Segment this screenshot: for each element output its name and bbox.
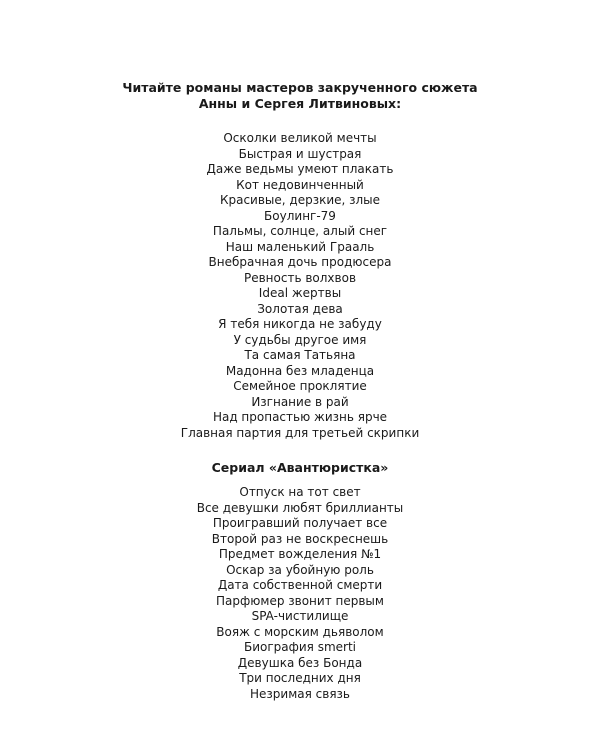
novel-title: Кот недовинченный (236, 177, 364, 192)
novel-title: Над пропастью жизнь ярче (212, 410, 388, 424)
series-heading: Сериал «Авантюристка» (211, 460, 389, 475)
novels-list (0, 131, 600, 441)
series-book-title: Все девушки любят бриллианты (196, 500, 404, 515)
novel-title: Изгнание в рай (251, 394, 349, 409)
series-book-title: SPA-чистилище (251, 609, 349, 623)
novel-title: Мадонна без младенца (225, 363, 375, 378)
series-book-title: Парфюмер звонит первым (216, 593, 384, 608)
novel-title: Внебрачная дочь продюсера (208, 255, 392, 269)
series-book-title: Вояж с морским дьяволом (216, 624, 384, 639)
novel-title: Даже ведьмы умеют плакать (206, 162, 394, 176)
page-heading-line-1: Читайте романы мастеров закрученного сюжета (122, 80, 478, 95)
series-book-title: Оскар за убойную роль (226, 562, 374, 577)
novel-title: Главная партия для третьей скрипки (180, 425, 420, 440)
novel-title: Красивые, дерзкие, злые (219, 193, 381, 207)
series-book-title: Дата собственной смерти (217, 578, 383, 592)
series-book-title: Предмет вожделения №1 (218, 547, 382, 561)
page-heading-line-2: Анны и Сергея Литвиновых: (198, 96, 402, 111)
series-book-title: Проигравший получает все (212, 516, 388, 530)
novel-title: Боулинг-79 (264, 208, 336, 223)
novel-title: Наш маленький Грааль (225, 239, 375, 254)
novel-title: Ревность волхвов (243, 270, 357, 285)
series-list (0, 485, 600, 702)
series-book-title: Три последних дня (239, 671, 361, 685)
series-book-title: Биография smerti (243, 640, 357, 654)
series-book-title: Незримая связь (250, 686, 350, 701)
series-book-title: Второй раз не воскреснешь (211, 531, 389, 546)
novel-title: Золотая дева (257, 301, 343, 316)
novel-title: У судьбы другое имя (233, 332, 367, 347)
novel-title: Быстрая и шустрая (238, 146, 362, 161)
novel-title: Ideal жертвы (258, 286, 342, 300)
novel-title: Я тебя никогда не забуду (218, 317, 382, 331)
novel-title: Та самая Татьяна (244, 348, 356, 362)
series-book-title: Девушка без Бонда (237, 655, 363, 670)
novel-title: Пальмы, солнце, алый снег (212, 224, 388, 238)
novel-title: Семейное проклятие (233, 379, 367, 393)
novel-title: Осколки великой мечты (223, 131, 377, 145)
series-book-title: Отпуск на тот свет (239, 485, 361, 499)
